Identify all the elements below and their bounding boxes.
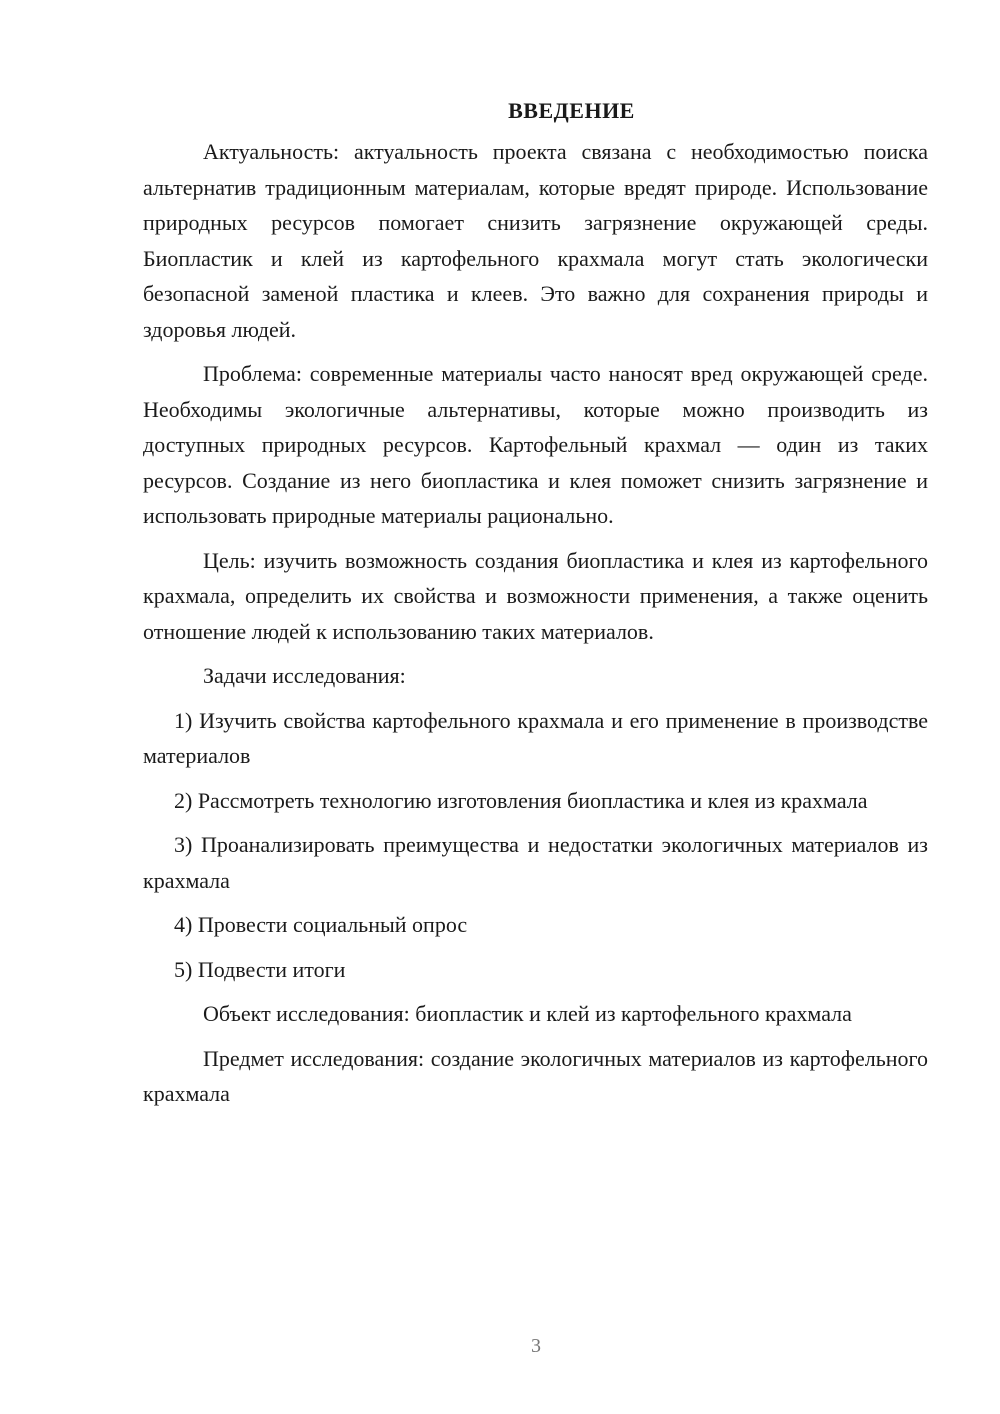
task-item: 1) Изучить свойства картофельного крахмала и его применение в производстве материалов [143, 707, 928, 768]
paragraph-relevance: Актуальность: актуальность проекта связана с необходимостью поиска альтернатив традиционным материалам, которые вредят природе. Использование природных ресурсов помогает снизить загрязнение окружающей среды. Биопластик и клей из картофельного крахмала могут стать экологически безопасной заменой пластика и клеев. Это важно для сохранения природы и здоровья людей. [143, 139, 928, 342]
task-item: 4) Провести социальный опрос [174, 912, 468, 937]
tasks-list [143, 703, 928, 988]
task-item: 2) Рассмотреть технологию изготовления биопластика и клея из крахмала [174, 787, 868, 813]
task-item: 5) Подвести итоги [174, 956, 346, 982]
paragraph-object: Объект исследования: биопластик и клей из картофельного крахмала [203, 1001, 852, 1026]
page-content [143, 96, 928, 1121]
paragraph-subject: Предмет исследования: создание экологичных материалов из картофельного крахмала [143, 1045, 928, 1106]
page-number: 3 [531, 1335, 541, 1357]
task-item: 3) Проанализировать преимущества и недостатки экологичных материалов из крахмала [143, 832, 928, 893]
paragraph-problem: Проблема: современные материалы часто наносят вред окружающей среде. Необходимы экологичные альтернативы, которые можно производить из доступных природных ресурсов. Картофельный крахмал — один из таких ресурсов. Создание из него биопластика и клея поможет снизить загрязнение и использовать природные материалы рационально. [143, 361, 928, 528]
section-heading: ВВЕДЕНИЕ [508, 98, 635, 123]
tasks-heading: Задачи исследования: [203, 663, 406, 688]
paragraph-goal: Цель: изучить возможность создания биопластика и клея из картофельного крахмала, определить их свойства и возможности применения, а также оценить отношение людей к использованию таких материалов. [143, 547, 928, 644]
